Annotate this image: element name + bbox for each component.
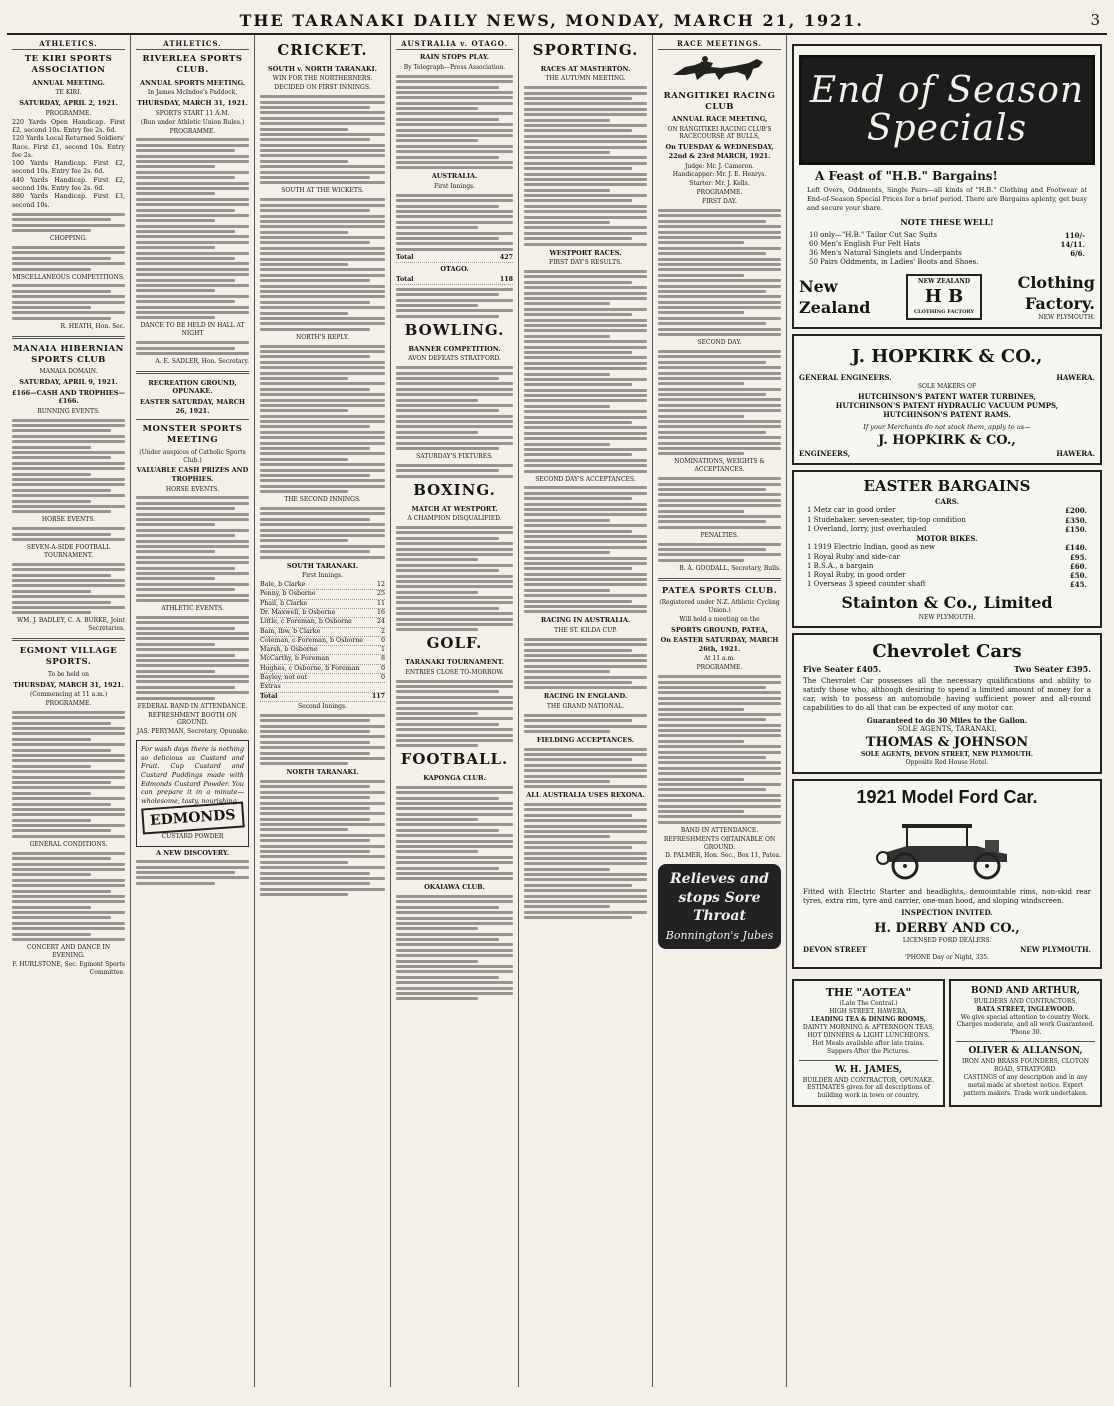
text-block <box>12 284 125 319</box>
event-line: 440 Yards Handicap. First £2, second 10s. Entry fee 2s. 6d. <box>12 176 125 193</box>
cricket-sub1: WIN FOR THE NORTHERNERS. <box>272 75 373 83</box>
second-innings: Second Innings. <box>298 702 347 710</box>
hopkirk-line1: HUTCHINSON'S PATENT WATER TURBINES, <box>858 391 1036 401</box>
first-innings: First Innings. <box>433 182 476 190</box>
list-item: 1 Metz car in good order £200. <box>807 506 1087 516</box>
text-block <box>12 246 125 271</box>
egmont-date: THURSDAY, MARCH 31, 1921. <box>13 680 124 689</box>
running-heading: RUNNING EVENTS. <box>37 407 100 415</box>
score-row: Phail, b Clarke 11 <box>260 600 385 609</box>
te-kiri-title: TE KIRI SPORTS ASSOCIATION <box>24 54 113 76</box>
egmont-title: EGMONT VILLAGE SPORTS. <box>19 646 118 668</box>
south-taranaki: SOUTH TARANAKI. <box>286 561 359 570</box>
racehorse-icon <box>665 53 775 83</box>
event-line: 100 Yards Handicap. First £2, second 10s. Entry fee 2s. 6d. <box>12 160 125 176</box>
score-row: Bale, b Clarke 12 <box>260 581 385 590</box>
list-item: 60 Men's English Fur Felt Hats 14/11. <box>809 239 1085 249</box>
hb-zealand: Zealand <box>799 297 871 317</box>
list-item: 50 Pairs Oddments, in Ladies' Boots and Shoes. <box>809 258 979 267</box>
specials-line1: End of Season <box>809 70 1085 111</box>
easter-cars: CARS. <box>934 497 960 507</box>
text-block <box>260 345 385 494</box>
hopkirk-makers: SOLE MAKERS OF <box>917 382 977 390</box>
text-block <box>396 194 513 251</box>
list-item: 1 Royal Ruby, in good order £50. <box>807 571 1087 580</box>
fielding-acceptances: FIELDING ACCEPTANCES. <box>536 736 635 745</box>
hopkirk-row: GENERAL ENGINEERS. HAWERA. <box>799 372 1095 382</box>
kaponga-heading: KAPONGA CLUB. <box>423 774 486 783</box>
cricket-headline: SOUTH v. NORTH TARANAKI. <box>268 64 377 73</box>
score-row: Dr. Maxwell, b Osborne 16 <box>260 609 385 618</box>
monster-refreshment: REFRESHMENT BOOTH ON GROUND. <box>148 711 237 727</box>
riverlea-programme: PROGRAMME. <box>169 127 216 135</box>
golf-sub2: ENTRIES CLOSE TO-MORROW. <box>405 668 504 676</box>
column-race-meetings <box>653 35 787 1387</box>
aotea-address: HIGH STREET, HAWERA, <box>829 1008 908 1016</box>
bonnington-advert <box>658 864 781 949</box>
okaiawa-heading: OKAIAWA CLUB. <box>424 883 485 892</box>
recreation-title: RECREATION GROUND, OPUNAKE. <box>148 378 237 396</box>
easter-bikes: MOTOR BIKES. <box>916 534 978 544</box>
text-block <box>12 527 125 541</box>
rangitikei-second-day: SECOND DAY. <box>697 339 742 347</box>
score-row: McCarthy, b Foreman 8 <box>260 655 385 664</box>
north-reply: NORTH'S REPLY. <box>295 333 350 341</box>
te-kiri-events <box>12 119 125 210</box>
manaia-date: SATURDAY, APRIL 9, 1921. <box>19 378 118 387</box>
aotea-hot: Hot Meals available after late trains. Suppers After the Pictures. <box>812 1039 925 1055</box>
hb-factory: Factory. <box>1024 293 1095 313</box>
patea-ground: SPORTS GROUND, PATEA, <box>671 625 768 634</box>
rexona-heading: ALL AUSTRALIA USES REXONA. <box>526 791 645 800</box>
text-block <box>136 616 249 700</box>
hopkirk-advert <box>792 334 1102 466</box>
chevrolet-firm: THOMAS & JOHNSON <box>865 735 1029 751</box>
text-block <box>396 786 513 881</box>
bond-note: We give special attention to country Work. Charges moderate, and all work Guaranteed. <box>956 1013 1095 1029</box>
stainton-city: NEW PLYMOUTH. <box>918 613 976 621</box>
text-block <box>658 543 781 562</box>
specials-list <box>799 231 1095 268</box>
patea-held: Will hold a meeting on the <box>679 615 760 623</box>
patea-band: BAND IN ATTENDANCE. <box>680 826 759 834</box>
score-row: Coleman, c Foreman, b Osborne 0 <box>260 637 385 646</box>
list-item: 1 1919 Electric Indian, good as new £140. <box>807 543 1087 553</box>
riverlea-rules: (Run under Athletic Union Rules.) <box>140 118 245 126</box>
rangitikei-judge: Judge: Mr. J. Cameron. <box>684 162 754 170</box>
oliver-title: OLIVER & ALLANSON, <box>968 1046 1083 1057</box>
north-taranaki: NORTH TARANAKI. <box>286 768 359 777</box>
patea-secretary: D. PALMER, Hon. Sec., Box 11, Patea. <box>665 852 781 860</box>
text-block <box>658 675 781 824</box>
banner-sub: AVON DEFEATS STRATFORD. <box>408 355 501 363</box>
extras-row: Extras <box>260 683 385 692</box>
racehorse-illustration <box>658 53 781 86</box>
hb-logo-row <box>799 272 1095 322</box>
hopkirk-name2: J. HOPKIRK & CO., <box>878 432 1016 448</box>
cable-line: By Telegraph—Press Association. <box>403 63 506 71</box>
text-block <box>396 366 513 450</box>
text-block <box>12 419 125 514</box>
column-athletics-1 <box>7 35 131 1387</box>
manaia-secretaries: WM. J. BADLEY, C. A. BURKE, Joint Secretaries. <box>16 617 125 633</box>
masthead-title: THE TARANAKI DAILY NEWS, MONDAY, MARCH 21, 1921. <box>239 10 864 30</box>
te-kiri-programme: PROGRAMME. <box>45 109 92 117</box>
list-item: 1 Overseas 3 speed counter shaft £45. <box>807 580 1087 590</box>
ford-dealers: LICENSED FORD DEALERS. <box>902 936 992 944</box>
column-cricket <box>255 35 391 1387</box>
golf-section: GOLF. <box>426 634 483 653</box>
easter-title: EASTER BARGAINS <box>863 477 1031 496</box>
ford-address: DEVON STREET NEW PLYMOUTH. <box>803 944 1091 954</box>
text-block <box>136 860 249 885</box>
manaia-place: MANAIA DOMAIN. <box>39 368 98 376</box>
chevrolet-guarantee: Guaranteed to do 30 Miles to the Gallon. <box>866 715 1028 725</box>
column-athletics-2 <box>131 35 255 1387</box>
patea-title: PATEA SPORTS CLUB. <box>661 585 778 596</box>
bottom-adverts <box>792 974 1102 1112</box>
score-row: Bayley, not out 0 <box>260 674 385 683</box>
monster-athletic: ATHLETIC EVENTS. <box>161 604 224 612</box>
second-innings-heading: THE SECOND INNINGS. <box>284 496 361 504</box>
hb-new: New <box>799 276 838 296</box>
easter-bike-list <box>799 543 1095 589</box>
text-block <box>136 496 249 601</box>
text-block <box>524 803 647 919</box>
racing-australia: RACING IN AUSTRALIA. <box>540 616 631 625</box>
manaia-prize: £166—CASH AND TROPHIES—£166. <box>12 388 125 406</box>
text-block <box>396 895 513 1000</box>
patea-sub: (Registered under N.Z. Athletic Cycling Union.) <box>659 598 780 614</box>
text-block <box>260 714 385 766</box>
autumn-meeting: THE AUTUMN MEETING. <box>545 75 626 83</box>
text-block <box>524 714 647 733</box>
text-block <box>524 86 647 245</box>
westport-races: WESTPORT RACES. <box>549 248 622 257</box>
bond-phone: 'Phone 30. <box>1009 1029 1042 1037</box>
rangitikei-first-day: FIRST DAY. <box>701 198 738 206</box>
list-item: 36 Men's Natural Singlets and Underpants 6/6. <box>809 249 1085 259</box>
edmonds-logo: EDMONDS <box>141 802 244 835</box>
event-line: 220 Yards Open Handicap. First £2, second 10s. Entry fee 2s. 6d. <box>12 118 125 134</box>
riverlea-start: SPORTS START 11 A.M. <box>155 109 230 117</box>
hopkirk-stock: If your Merchants do not stock them, apply to us— <box>863 423 1031 432</box>
specials-banner <box>799 55 1095 165</box>
ford-invite: INSPECTION INVITED. <box>901 908 993 918</box>
chevrolet-agents: SOLE AGENTS, TARANAKI, <box>897 724 997 733</box>
text-block <box>12 711 125 838</box>
cricket-sub2: DECIDED ON FIRST INNINGS. <box>274 84 371 92</box>
masterton-races: RACES AT MASTERTON. <box>540 64 631 73</box>
hopkirk-line3: HUTCHINSON'S PATENT RAMS. <box>883 410 1011 420</box>
stainton-firm: Stainton & Co., Limited <box>841 593 1053 613</box>
chevrolet-desc: The Chevrolet Car possesses all the necessary qualifications and ability to satisfy those who, although desiring to spend a limited amount of money for a car, wish to possess an automobile having sufficient power and all-round capabilities to do all that can be expected of any motor car. <box>803 676 1091 713</box>
column-header: AUSTRALIA v. OTAGO. <box>396 39 513 50</box>
hb-logo: NEW ZEALAND H B CLOTHING FACTORY <box>906 274 982 320</box>
rangitikei-penalties: PENALTIES. <box>700 531 739 539</box>
page-number: 3 <box>1090 11 1101 29</box>
aotea-sub: (Late The Central.) <box>839 1000 898 1008</box>
te-kiri-date: SATURDAY, APRIL 2, 1921. <box>19 99 118 108</box>
aotea-dainty: DAINTY MORNING & AFTERNOON TEAS, HOT DINNERS & LIGHT LUNCHEONS. <box>802 1024 935 1039</box>
text-block <box>658 209 781 336</box>
text-block <box>396 680 513 748</box>
chevrolet-address: SOLE AGENTS, DEVON STREET, NEW PLYMOUTH. <box>861 751 1033 759</box>
rangitikei-starter: Starter: Mr. J. Kells. <box>689 180 750 188</box>
total-row: Total 117 <box>260 693 385 702</box>
text-block <box>658 350 781 455</box>
newspaper-page <box>7 7 1107 1392</box>
column-australia-otago <box>391 35 519 1387</box>
text-block <box>12 563 125 615</box>
score-row: Bain, lbw, b Clarke 2 <box>260 628 385 637</box>
chevrolet-title: Chevrolet Cars <box>872 641 1022 663</box>
recreation-date: EASTER SATURDAY, MARCH 26, 1921. <box>139 398 246 415</box>
text-block <box>12 852 125 941</box>
egmont-commencing: (Commencing at 11 a.m.) <box>29 691 108 699</box>
list-item: 10 only—"H.B." Tailor Cut Sac Suits 110/- <box>809 230 1085 240</box>
ford-title: 1921 Model Ford Car. <box>856 787 1038 808</box>
te-kiri-place: TE KIRI. <box>55 89 82 97</box>
column-advertisements <box>787 35 1107 1387</box>
chevrolet-advert <box>792 633 1102 774</box>
patea-date: On EASTER SATURDAY, MARCH 26th, 1921. <box>660 636 779 653</box>
note-heading: NOTE THESE WELL! <box>900 217 994 228</box>
text-block <box>12 213 125 232</box>
riverlea-secretary: A. E. SADLER, Hon. Secretary. <box>155 357 249 365</box>
james-estimates: ESTIMATES given for all descriptions of building work in town or country. <box>807 1084 930 1100</box>
text-block <box>260 507 385 559</box>
column-header: ATHLETICS. <box>12 39 125 50</box>
score-row: Hughes, c Osborne, b Foreman 0 <box>260 665 385 674</box>
patea-programme: PROGRAMME. <box>696 664 743 672</box>
column-header: ATHLETICS. <box>136 39 249 50</box>
aotea-tea: LEADING TEA & DINING ROOMS, <box>811 1016 926 1024</box>
text-block <box>396 464 513 478</box>
st-kilda-cup: THE ST. KILDA CUP. <box>554 627 617 635</box>
horse-heading: HORSE EVENTS. <box>41 516 96 524</box>
monster-secretary: JAS. PERYMAN, Secretary, Opunake. <box>136 728 249 736</box>
rangitikei-title: RANGITIKEI RACING CLUB <box>663 90 776 112</box>
riverlea-meeting: ANNUAL SPORTS MEETING. <box>139 78 246 87</box>
text-block <box>524 748 647 789</box>
text-block <box>260 198 385 330</box>
text-block <box>524 486 647 613</box>
scorecard <box>260 581 385 702</box>
bowling-section: BOWLING. <box>404 320 505 339</box>
feast-heading: A Feast of "H.B." Bargains! <box>815 168 998 183</box>
score-row: Marsh, b Osborne 1 <box>260 646 385 655</box>
score-row: Little, c Foreman, b Osborne 24 <box>260 618 385 627</box>
list-item: 1 Studebaker, seven-seater, tip-top condition £350. <box>807 515 1087 525</box>
south-wickets: SOUTH AT THE WICKETS. <box>281 187 364 195</box>
monster-attendance: FEDERAL BAND IN ATTENDANCE. <box>137 702 248 710</box>
boxing-section: BOXING. <box>413 480 496 499</box>
egmont-programme: PROGRAMME. <box>45 699 92 707</box>
general-conditions: GENERAL CONDITIONS. <box>29 840 108 848</box>
chevrolet-prices: Five Seater £405. Two Seater £395. <box>803 664 1091 675</box>
list-item: 1 Overland, lorry, just overhauled £150. <box>807 524 1087 534</box>
oliver-role: IRON AND BRASS FOUNDERS, CLOTON ROAD, STRATFORD. <box>961 1058 1090 1073</box>
otago-heading: OTAGO. <box>440 265 469 274</box>
bond-title: BOND AND ARTHUR, <box>971 985 1080 996</box>
column-header: RACE MEETINGS. <box>658 39 781 50</box>
patea-refresh: REFRESHMENTS OBTAINABLE ON GROUND. <box>663 835 776 851</box>
egmont-secretary: F. HURLSTONE, Sec. Egmont Sports Committee. <box>12 960 125 976</box>
aotea-advert <box>792 979 945 1107</box>
list-item: 1 Royal Ruby and side-car £95. <box>807 552 1087 562</box>
discovery-heading: A NEW DISCOVERY. <box>155 848 230 857</box>
patea-start: At 11 a.m. <box>703 655 736 663</box>
oliver-desc: CASTINGS of any description and in any metal made at shortest notice. Expert pattern makers. Trade work undertaken. <box>963 1073 1088 1097</box>
second-day-acceptances: SECOND DAY'S ACCEPTANCES. <box>535 475 636 483</box>
rangitikei-nominations: NOMINATIONS, WEIGHTS & ACCEPTANCES. <box>674 458 765 474</box>
text-block <box>136 341 249 355</box>
rangitikei-annual: ANNUAL RACE MEETING, <box>671 114 768 123</box>
hopkirk-line2: HUTCHINSON'S PATENT HYDRAULIC VACUUM PUMPS, <box>835 400 1059 410</box>
australia-total: Total 427 <box>396 254 513 263</box>
rangitikei-programme: PROGRAMME. <box>696 189 743 197</box>
masthead <box>7 7 1107 35</box>
rangitikei-handicapper: Handicapper: Mr. J. E. Henrys. <box>672 171 767 179</box>
football-section: FOOTBALL. <box>400 750 509 769</box>
monster-horse: HORSE EVENTS. <box>165 485 220 493</box>
text-block <box>658 477 781 529</box>
aotea-title: THE "AOTEA" <box>825 985 912 999</box>
rangitikei-ground: ON RANGITIKEI RACING CLUB'S RACECOURSE AT BULLS, <box>667 125 772 141</box>
bond-arthur-advert <box>949 979 1102 1107</box>
football-heading: SEVEN-A-SIDE FOOTBALL TOURNAMENT. <box>26 544 111 559</box>
james-role: BUILDER AND CONTRACTOR, OPUNAKE. <box>802 1076 935 1084</box>
hb-city: NEW PLYMOUTH. <box>1038 313 1095 321</box>
te-kiri-meeting: ANNUAL MEETING. <box>32 78 105 87</box>
edmonds-logo-sub: CUSTARD POWDER <box>161 832 224 840</box>
text-block <box>260 95 385 184</box>
text-block <box>524 638 647 690</box>
chevrolet-opp: Opposite Red House Hotel. <box>905 759 989 767</box>
event-line: 120 Yards Local Returned Soldiers' Race. First £1, second 10s. Entry fee 2s. <box>12 135 125 159</box>
cricket-section: CRICKET. <box>277 41 368 59</box>
first-day-results: FIRST DAY'S RESULTS. <box>549 259 622 267</box>
bonnington-line3: Throat <box>693 908 746 925</box>
egmont-held: To be held on <box>48 670 89 678</box>
edmonds-advert <box>136 740 249 846</box>
monster-prizes: VALUABLE CASH PRIZES AND TROPHIES. <box>136 466 249 483</box>
monster-title: MONSTER SPORTS MEETING <box>142 424 243 446</box>
rangitikei-secretary: B. A. GOODALL, Secretary, Bulls. <box>679 564 781 572</box>
disqualified: A CHAMPION DISQUALIFIED. <box>407 515 502 523</box>
hopkirk-row2: ENGINEERS, HAWERA. <box>799 449 1095 459</box>
ford-phone: 'PHONE Day or Night, 335. <box>905 953 989 961</box>
text-block <box>396 288 513 318</box>
misc-heading: MISCELLANEOUS COMPETITIONS. <box>12 273 125 281</box>
text-block <box>260 780 385 896</box>
golf-sub: TARANAKI TOURNAMENT. <box>405 658 504 667</box>
bonnington-line2: stops Sore <box>678 889 761 906</box>
rain-heading: RAIN STOPS PLAY. <box>420 53 489 62</box>
ford-advert <box>792 779 1102 969</box>
list-item: 1 B.S.A., a bargain £60. <box>807 561 1087 571</box>
ford-firm: H. DERBY AND CO., <box>874 920 1020 936</box>
edmonds-text: For wash days there is nothing so delicious as Custard and Fruit. Cup Custard and Custard Puddings made with Edmonds Custard Powder. You can prepare it in a minute—wholesome, tasty, nourishing. <box>141 745 244 805</box>
rangitikei-dates: On TUESDAY & WEDNESDAY, 22nd & 23rd MARCH, 1921. <box>665 143 774 160</box>
sporting-section: SPORTING. <box>532 41 639 59</box>
text-block <box>396 75 513 170</box>
text-block <box>396 526 513 631</box>
te-kiri-secretary: R. HEATH, Hon. Sec. <box>60 322 125 330</box>
grand-national: THE GRAND NATIONAL. <box>546 703 625 711</box>
racing-england: RACING IN ENGLAND. <box>543 692 628 701</box>
bond-street: BATA STREET, INGLEWOOD. <box>976 1005 1075 1013</box>
bonnington-line1: Relieves and <box>670 871 769 888</box>
banner-heading: BANNER COMPETITION. <box>408 344 501 353</box>
riverlea-title: RIVERLEA SPORTS CLUB. <box>142 54 243 76</box>
concert-line: CONCERT AND DANCE IN EVENING. <box>26 944 111 959</box>
australia-heading: AUSTRALIA. <box>431 172 478 181</box>
score-row: Penny, b Osborne 25 <box>260 590 385 599</box>
riverlea-place: In James McIndoe's Paddock, <box>147 89 238 97</box>
bond-role: BUILDERS AND CONTRACTORS, <box>973 997 1078 1005</box>
column-sporting <box>519 35 653 1387</box>
chopping-heading: CHOPPING. <box>50 235 87 243</box>
hopkirk-name: J. HOPKIRK & CO., <box>851 345 1043 367</box>
easter-car-list <box>799 506 1095 534</box>
text-block <box>524 270 647 472</box>
james-name: W. H. JAMES, <box>834 1064 903 1075</box>
hb-clothing: Clothing <box>1017 272 1095 292</box>
ford-car-icon <box>867 814 1027 884</box>
otago-total: Total 118 <box>396 276 513 285</box>
first-innings: First Innings. <box>301 572 344 580</box>
riverlea-dance: DANCE TO BE HELD IN HALL AT NIGHT <box>140 322 245 338</box>
monster-sub: (Under auspices of Catholic Sports Club.) <box>139 448 246 464</box>
westport-match: MATCH AT WESTPORT. <box>411 504 498 513</box>
hb-specials-advert <box>792 44 1102 329</box>
specials-line2: Specials <box>866 107 1028 149</box>
event-line: 880 Yards Handicap. First £3, second 10s. <box>12 193 125 209</box>
text-block <box>136 138 249 319</box>
riverlea-date: THURSDAY, MARCH 31, 1921. <box>137 99 248 108</box>
bonnington-brand: Bonnington's Jubes <box>665 928 774 942</box>
feast-desc: Left Overs, Oddments, Single Pairs—all kinds of "H.B." Clothing and Footwear at End-of-Season Special Prices for a brief period. There are Bargains aplenty, get busy and secure your share. <box>807 186 1087 212</box>
manaia-title: MANAIA HIBERNIAN SPORTS CLUB <box>13 343 124 365</box>
easter-bargains-advert <box>792 470 1102 628</box>
fixtures-heading: SATURDAY'S FIXTURES. <box>416 453 493 461</box>
ford-desc: Fitted with Electric Starter and headlights, demountable rims, non-skid rear tyres, extra rim, tyre and carrier, one-man hood, and sloping windscreen. <box>803 887 1091 906</box>
